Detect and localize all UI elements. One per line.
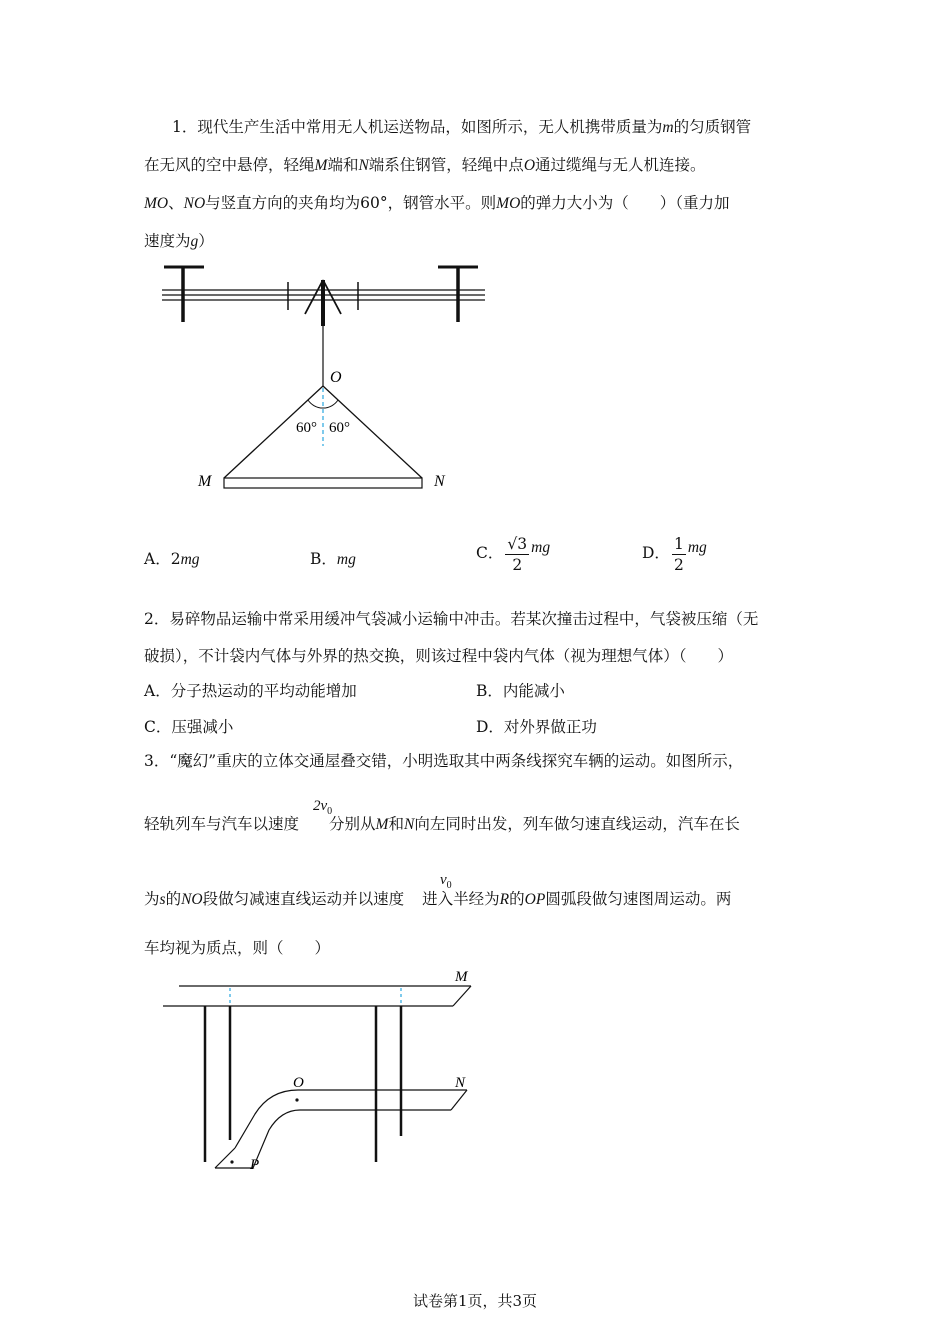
q3-line3: 为s的NO段做匀减速直线运动并以速度 进入半经为R的OP圆弧段做匀速图周运动。两 [144,890,732,908]
q1-line1: 1．现代生产生活中常用无人机运送物品，如图所示，无人机携带质量为m的匀质钢管 [172,118,752,136]
q1-option-d[interactable]: D． $\frac{1}{2}$ mg [642,534,707,574]
q2-option-c[interactable]: C．压强减小 [144,718,234,736]
q1-line3: MO、NO与竖直方向的夹角均为60°，钢管水平。则MO的弹力大小为（ ）（重力加 [144,194,730,212]
q3-speed-2v0: $2v_0$ [313,798,333,817]
q2-option-b[interactable]: B．内能减小 [476,682,565,700]
q2-line1: 2．易碎物品运输中常采用缓冲气袋减小运输中冲击。若某次撞击过程中，气袋被压缩（无 [144,610,759,628]
q3-figure [155,962,485,1177]
q1-line4: 速度为g） [144,232,214,250]
q1-option-a[interactable]: A．2mg [144,550,200,568]
label-M: M [198,473,212,490]
angle-right: 60° [329,420,350,436]
q1-figure [160,262,500,497]
q2-option-d[interactable]: D．对外界做正功 [476,718,597,736]
q3-speed-v0: $v_0$ [440,872,452,891]
q2-option-a[interactable]: A．分子热运动的平均动能增加 [144,682,357,700]
label-O: O [330,369,342,386]
label-N: N [434,473,445,490]
q1-option-c[interactable]: C． $\frac{√3}{2}$ mg [476,534,551,574]
label-O: O [293,1075,304,1091]
q1-option-b[interactable]: B．mg [310,550,356,568]
q3-line1: 3．“魔幻”重庆的立体交通屋叠交错，小明选取其中两条线探究车辆的运动。如图所示， [144,752,744,770]
q2-line2: 破损），不计袋内气体与外界的热交换，则该过程中袋内气体（视为理想气体）（ ） [144,647,734,665]
q1-line2: 在无风的空中悬停，轻绳M端和N端系住钢管，轻绳中点O通过缆绳与无人机连接。 [144,156,706,174]
label-N: N [455,1075,466,1091]
page-footer: 试卷第1页，共3页 [412,1292,538,1310]
label-P: P [250,1157,260,1173]
label-M: M [455,969,468,985]
q3-line4: 车均视为质点，则（ ） [144,939,331,957]
q3-line2: 轻轨列车与汽车以速度 分别从M和N向左同时出发，列车做匀速直线运动，汽车在长 [144,815,740,833]
angle-left: 60° [296,420,317,436]
